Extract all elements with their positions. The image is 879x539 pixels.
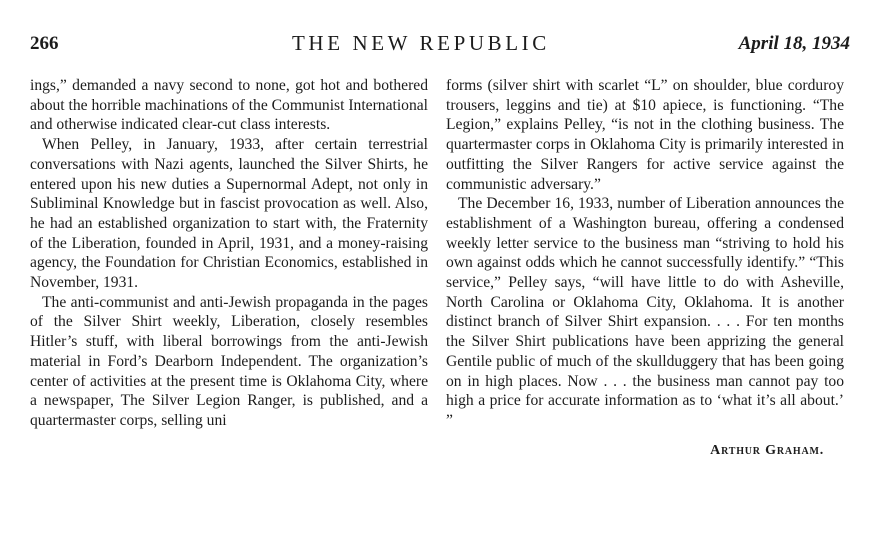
page-header bbox=[30, 33, 850, 59]
publication-title: THE NEW REPUBLIC bbox=[292, 31, 550, 55]
right-column bbox=[446, 76, 844, 460]
author-signature: Arthur Graham. bbox=[710, 442, 824, 458]
issue-date: April 18, 1934 bbox=[738, 33, 850, 54]
paragraph: When Pelley, in January, 1933, after certain terrestrial conversations with Nazi agents, launched the Silver Shirts, he entered upon his new duties a Supernormal Adept, not only in Subliminal Knowledge but in fascist provocation as well. Also, he had an established organization to start with, the Fraternity of the Liberation, founded in April, 1931, and a money-raising agency, the Foundation for Christian Economics, established in November, 1931. bbox=[30, 136, 428, 292]
paragraph: The December 16, 1933, number of Liberation announces the establishment of a Washington bureau, offering a condensed weekly letter service to the business man “striving to hold his own against odds which he cannot successfully identify.” “This service,” Pelley says, “will have little to do with Asheville, North Carolina or Oklahoma City, Oklahoma. It is another distinct branch of Silver Shirt expansion. . . . For ten months the Silver Shirt publications have been apprizing the general Gentile public of much of the skullduggery that has been going on in high places. Now . . . the business man cannot pay too high a price for accurate information as to ‘what it’s all about.’ ” bbox=[446, 195, 844, 429]
paragraph: forms (silver shirt with scarlet “L” on shoulder, blue corduroy trousers, leggins and tie) at $10 apiece, is functioning. “The Legion,” explains Pelley, “is not in the clothing business. The quartermaster corps in Oklahoma City is primarily interested in outfitting the Silver Rangers for active service against the communistic adversary.” bbox=[446, 77, 844, 193]
left-column bbox=[30, 76, 428, 431]
page-number: 266 bbox=[30, 33, 59, 54]
paragraph: The anti-communist and anti-Jewish propaganda in the pages of the Silver Shirt weekly, Liberation, closely resembles Hitler’s stuff, with liberal borrowings from the anti-Jewish material in Ford’s Dearborn Independent. The organization’s center of activities at the present time is Oklahoma City, where a newspaper, The Silver Legion Ranger, is published, and a quartermaster corps, selling uni bbox=[30, 293, 428, 429]
paragraph: ings,” demanded a navy second to none, got hot and bothered about the horrible machinations of the Communist International and otherwise indicated clear-cut class interests. bbox=[30, 77, 428, 134]
